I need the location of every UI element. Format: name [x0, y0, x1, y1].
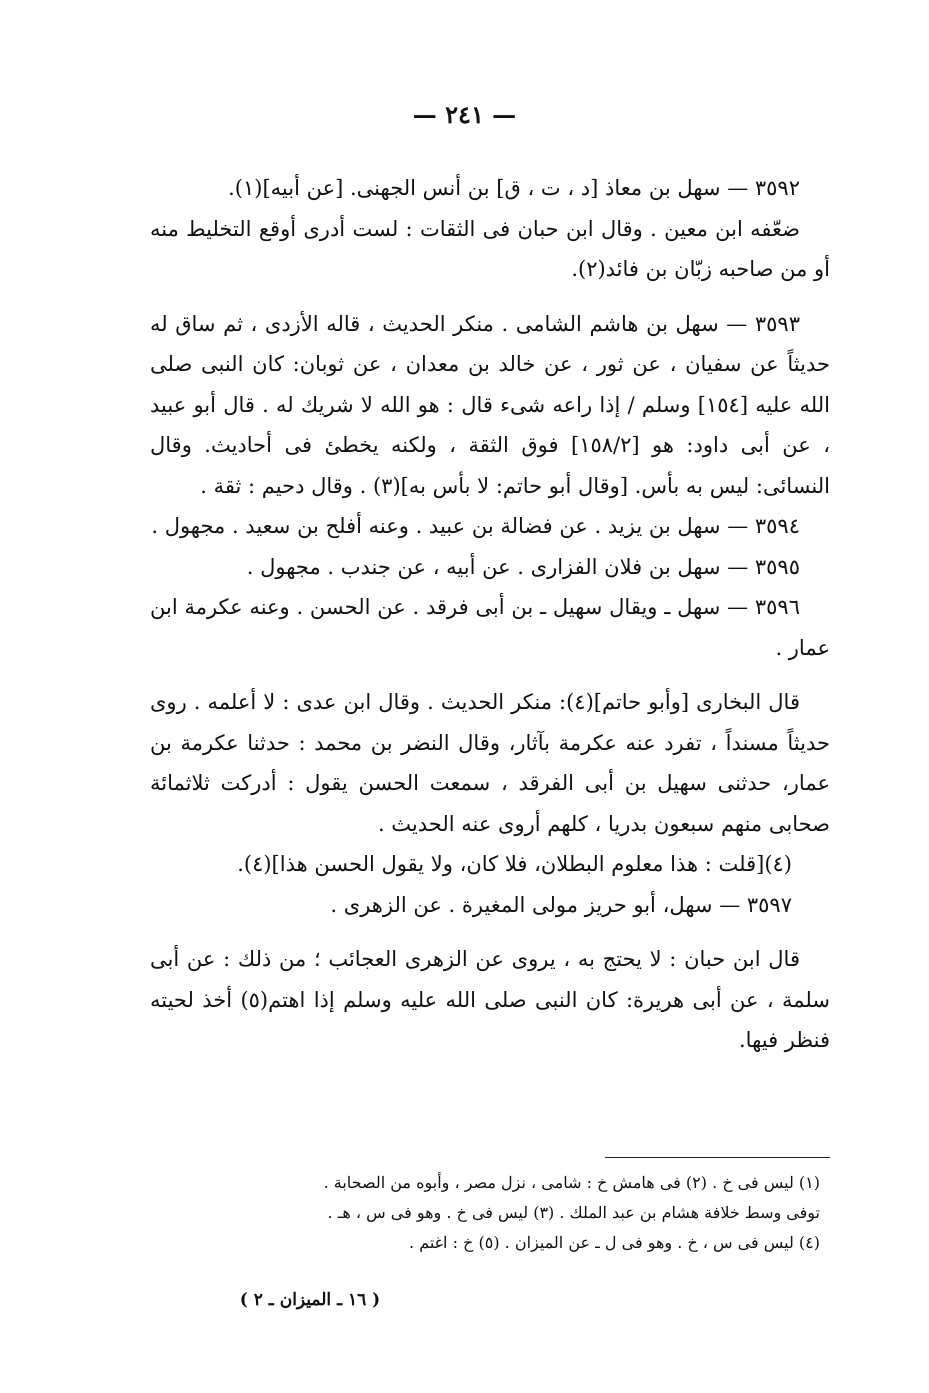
footnote-line: (٤) ليس فى س ، خ . وهو فى ل ـ عن الميزان . (٥) خ : اغتم .	[409, 1233, 820, 1252]
page-number: — ٢٤١ —	[412, 100, 517, 129]
entry-3597: ٣٥٩٧ — سهل، أبو حريز مولى المغيرة . عن الزهرى .	[330, 892, 792, 917]
entry-3597-note: قال ابن حبان : لا يحتج به ، يروى عن الزهرى العجائب ؛ من ذلك : عن أبى سلمة ، عن أبى هريرة: كان النبى صلى الله عليه وسلم إذا اهتم(٥) أخذ لحيته فنظر فيها.	[150, 947, 830, 1052]
entry-3594: ٣٥٩٤ — سهل بن يزيد . عن فضالة بن عبيد . وعنه أفلح بن سعيد . مجهول .	[151, 514, 800, 538]
footnote-divider	[605, 1157, 830, 1158]
footnote-line: توفى وسط خلافة هشام بن عبد الملك . (٣) ليس فى خ . وهو فى س ، هـ .	[327, 1203, 820, 1222]
main-text	[150, 168, 830, 1061]
entry-3595: ٣٥٩٥ — سهل بن فلان الفزارى . عن أبيه ، عن جندب . مجهول .	[246, 554, 800, 579]
footnote-line: (١) ليس فى خ . (٢) فى هامش خ : شامى ، نزل مصر ، وأبوه من الصحابة .	[323, 1173, 820, 1192]
printer-signature: ( ١٦ ـ الميزان ـ ٢ )	[239, 1290, 381, 1310]
entry-3596-note: قال البخارى [وأبو حاتم](٤): منكر الحديث . وقال ابن عدى : لا أعلمه . روى حديثاً مسنداً ، تفرد عنه عكرمة بآثار، وقال النضر بن محمد : حدثنا عكرمة بن عمار، حدثنى سهيل بن أبى الفرقد ، سمعت الحسن يقول : أدركت ثلاثمائة صحابى منهم سبعون بدريا ، كلهم أروى عنه الحديث .	[150, 690, 830, 836]
entry-3596-comment: (٤)[قلت : هذا معلوم البطلان، فلا كان، ولا يقول الحسن هذا](٤).	[237, 852, 792, 876]
entry-3592: ٣٥٩٢ — سهل بن معاذ [د ، ت ، ق] بن أنس الجهنى. [عن أبيه](١).	[228, 176, 800, 200]
footnotes	[150, 1168, 830, 1258]
entry-3592-note: ضعّفه ابن معين . وقال ابن حبان فى الثقات : لست أدرى أوقع التخليط منه أو من صاحبه زبّان بن فائد(٢).	[150, 216, 830, 281]
entry-3596: ٣٥٩٦ — سهل ـ ويقال سهيل ـ بن أبى فرقد . عن الحسن . وعنه عكرمة ابن عمار .	[150, 595, 830, 660]
entry-3593: ٣٥٩٣ — سهل بن هاشم الشامى . منكر الحديث ، قاله الأزدى ، ثم ساق له حديثاً عن سفيان ، عن ثور ، عن خالد بن معدان ، عن ثوبان: كان النبى صلى الله عليه [١٥٤] وسلم / إذا راعه شىء قال : هو الله لا شريك له . قال أبو عبيد ، عن أبى داود: هو [١٥٨/٢] فوق الثقة ، ولكنه يخطئ فى أحاديث. وقال النسائى: ليس به بأس. [وقال أبو حاتم: لا بأس به](٣) . وقال دحيم : ثقة .	[150, 311, 831, 498]
